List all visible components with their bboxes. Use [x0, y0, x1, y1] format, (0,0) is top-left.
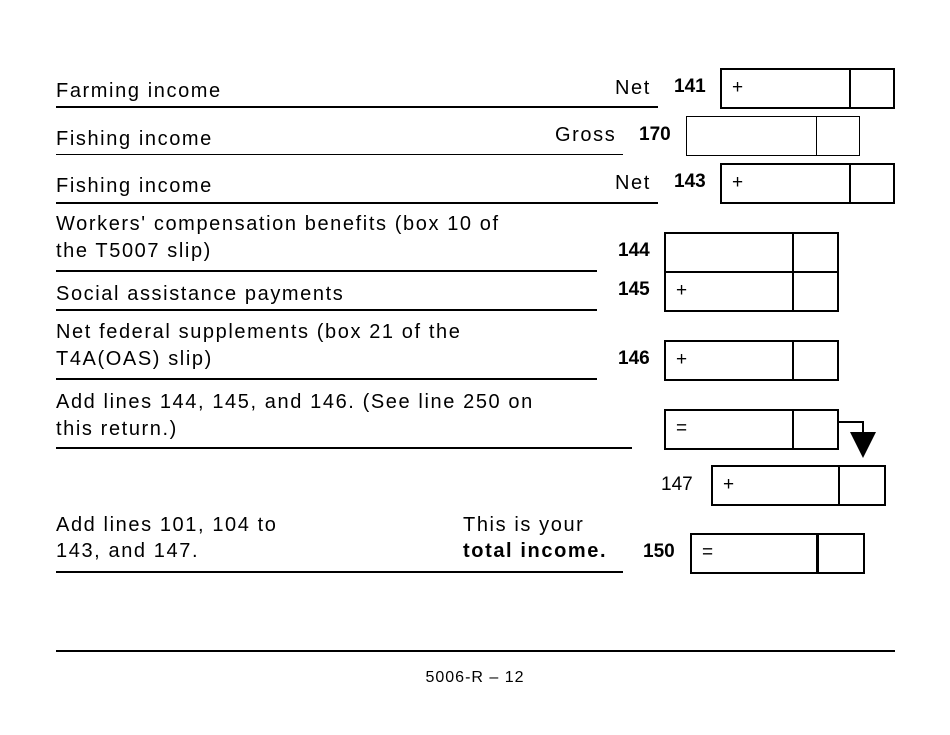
line-170-amount-field[interactable]	[686, 116, 860, 156]
equals-sign: =	[702, 542, 714, 563]
workers-comp-label-line2: the T5007 slip)	[56, 240, 212, 262]
line-145-amount-field[interactable]	[664, 271, 839, 312]
plus-sign: +	[732, 172, 744, 193]
subtotal-label-line2: this return.)	[56, 418, 178, 440]
line-143-cents-field[interactable]	[849, 165, 893, 202]
line-146-amount-field[interactable]	[664, 340, 839, 381]
divider	[56, 309, 597, 311]
federal-supplements-label-line1: Net federal supplements (box 21 of the	[56, 321, 462, 343]
line-150-amount-field[interactable]	[690, 533, 865, 574]
fishing-income-net-label: Fishing income	[56, 175, 213, 197]
line-144-amount-field[interactable]	[664, 232, 839, 273]
divider	[56, 378, 597, 380]
subtotal-cents-field[interactable]	[792, 411, 837, 448]
page-number: 5006-R – 12	[425, 669, 525, 686]
divider	[56, 202, 658, 204]
line-141-cents-field[interactable]	[849, 70, 893, 107]
total-label-line2: 143, and 147.	[56, 540, 200, 562]
line-170-cents-field[interactable]	[816, 117, 859, 155]
line-150-cents-field[interactable]	[816, 535, 863, 572]
net-qualifier: Net	[615, 172, 651, 194]
line-code-147: 147	[661, 474, 693, 495]
fishing-income-gross-label: Fishing income	[56, 128, 213, 150]
line-code-170: 170	[639, 124, 671, 145]
line-code-146: 146	[618, 348, 650, 369]
line-146-cents-field[interactable]	[792, 342, 837, 379]
divider	[56, 270, 597, 272]
federal-supplements-label-line2: T4A(OAS) slip)	[56, 348, 213, 370]
arrow-down-icon	[837, 420, 881, 460]
workers-comp-label-line1: Workers' compensation benefits (box 10 of	[56, 213, 500, 235]
net-qualifier: Net	[615, 77, 651, 99]
line-code-150: 150	[643, 541, 675, 562]
line-code-145: 145	[618, 279, 650, 300]
line-code-143: 143	[674, 171, 706, 192]
plus-sign: +	[732, 77, 744, 98]
gross-qualifier: Gross	[555, 124, 617, 146]
line-code-144: 144	[618, 240, 650, 261]
divider	[56, 447, 632, 449]
total-note-line2: total income.	[463, 540, 608, 562]
plus-sign: +	[676, 349, 688, 370]
farming-income-label: Farming income	[56, 80, 222, 102]
line-147-amount-field[interactable]	[711, 465, 886, 506]
line-145-cents-field[interactable]	[792, 273, 837, 310]
total-note-line1: This is your	[463, 514, 585, 536]
total-label-line1: Add lines 101, 104 to	[56, 514, 278, 536]
plus-sign: +	[676, 280, 688, 301]
plus-sign: +	[723, 474, 735, 495]
equals-sign: =	[676, 418, 688, 439]
divider	[56, 154, 623, 155]
line-141-amount-field[interactable]	[720, 68, 895, 109]
divider	[56, 106, 658, 108]
social-assistance-label: Social assistance payments	[56, 283, 345, 305]
divider	[56, 571, 623, 573]
line-143-amount-field[interactable]	[720, 163, 895, 204]
line-144-cents-field[interactable]	[792, 234, 837, 271]
line-code-141: 141	[674, 76, 706, 97]
subtotal-amount-field[interactable]	[664, 409, 839, 450]
footer-divider	[56, 650, 895, 652]
line-147-cents-field[interactable]	[838, 467, 884, 504]
subtotal-label-line1: Add lines 144, 145, and 146. (See line 250 on	[56, 391, 534, 413]
